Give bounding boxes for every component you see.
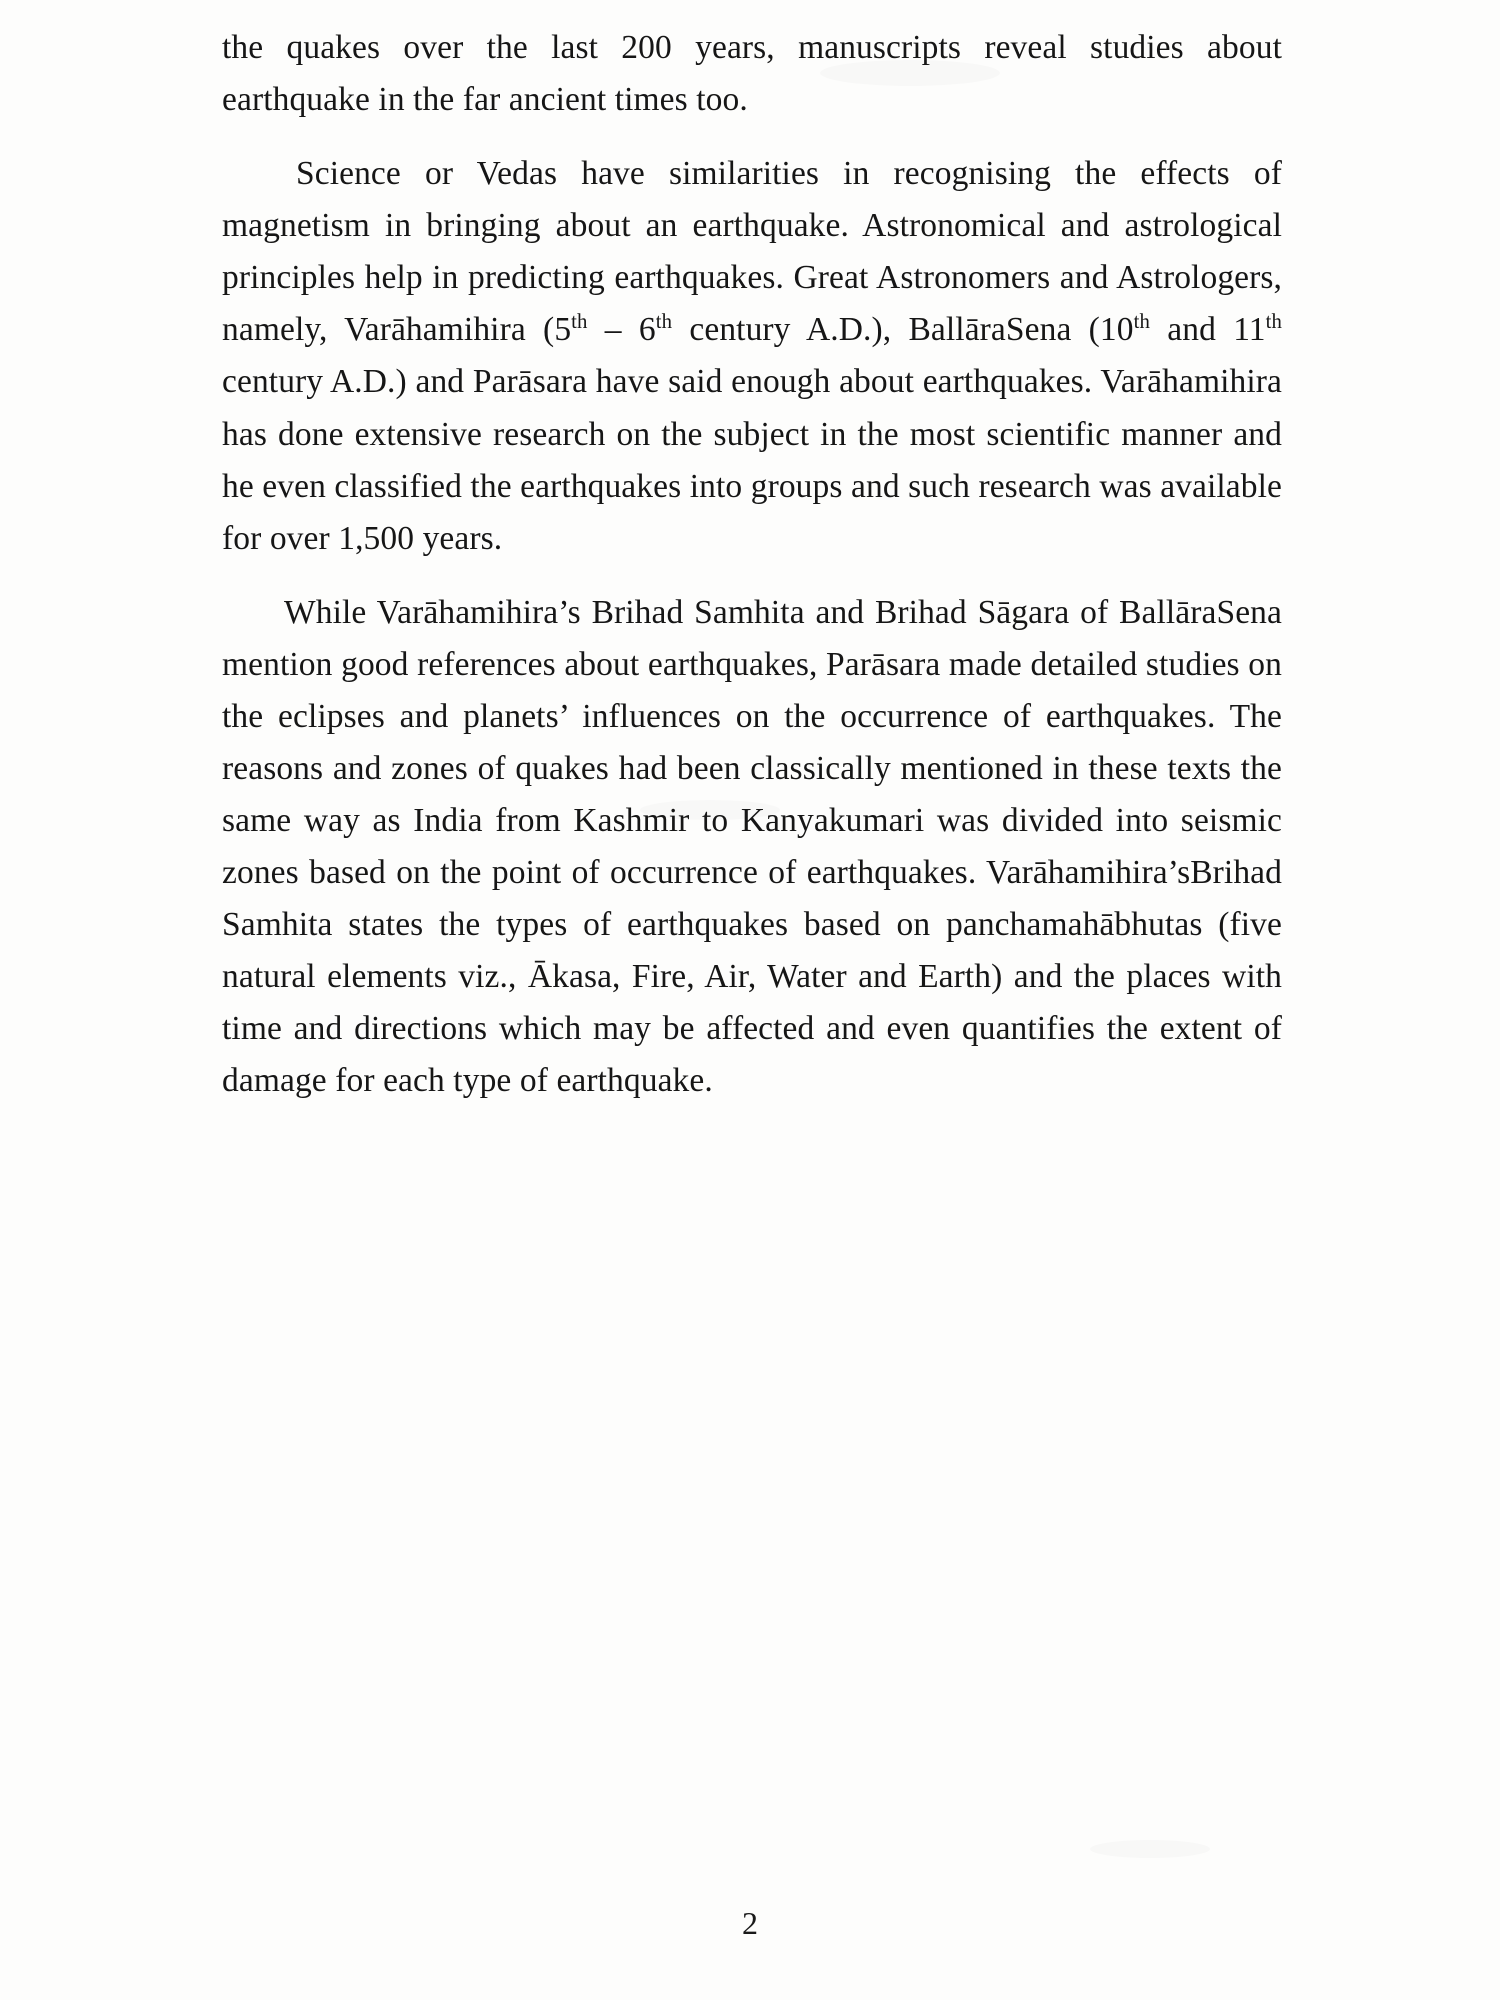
paragraph-continuation: the quakes over the last 200 years, manuscripts reveal studies about earthquake in the far ancient times too. bbox=[222, 29, 1282, 119]
paragraph-brihad-samhita: While Varāhamihira’s Brihad Samhita and Brihad Sāgara of BallāraSena mention good references about earthquakes, Parāsara made detailed studies on the eclipses and planets’ influences on the occurrence of earthquakes. The reasons and zones of quakes had been classically mentioned in these texts the same way as India from Kashmir to Kanyakumari was divided into seismic zones based on the point of occurrence of earthquakes. Varāhamihira’sBrihad Samhita states the types of earthquakes based on panchamahābhutas (five natural elements viz., Ākasa, Fire, Air, Water and Earth) and the places with time and directions which may be affected and even quantifies the extent of damage for each type of earthquake. bbox=[222, 593, 1282, 1100]
paragraph-text-segment: Science or Vedas have similarities in recognising the effects of magnetism in bringing about an earthquake. Astronomical and astrological principles help in predicting earthquakes. Great Astronomers and Astrologers, namely, Varāhamihira (5 bbox=[222, 155, 1282, 349]
ordinal-suffix-5th: th bbox=[571, 310, 588, 334]
paragraph-text-segment: and 11 bbox=[1150, 311, 1266, 349]
paragraph-text-segment: century A.D.) and Parāsara have said enough about earthquakes. Varāhamihira has done extensive research on the subject in the most scientific manner and he even classified the earthquakes into groups and such research was available for over 1,500 years. bbox=[222, 363, 1282, 557]
paragraph-text-segment: – 6 bbox=[587, 311, 656, 349]
body-text-column bbox=[222, 22, 1282, 1108]
paragraph-text-segment: century A.D.), BallāraSena (10 bbox=[672, 311, 1134, 349]
ordinal-suffix-10th: th bbox=[1133, 310, 1150, 334]
paragraph-science-vedas bbox=[222, 148, 1282, 565]
page-number: 2 bbox=[742, 1905, 758, 1941]
ordinal-suffix-6th: th bbox=[655, 310, 673, 334]
ordinal-suffix-11th: th bbox=[1265, 310, 1283, 334]
